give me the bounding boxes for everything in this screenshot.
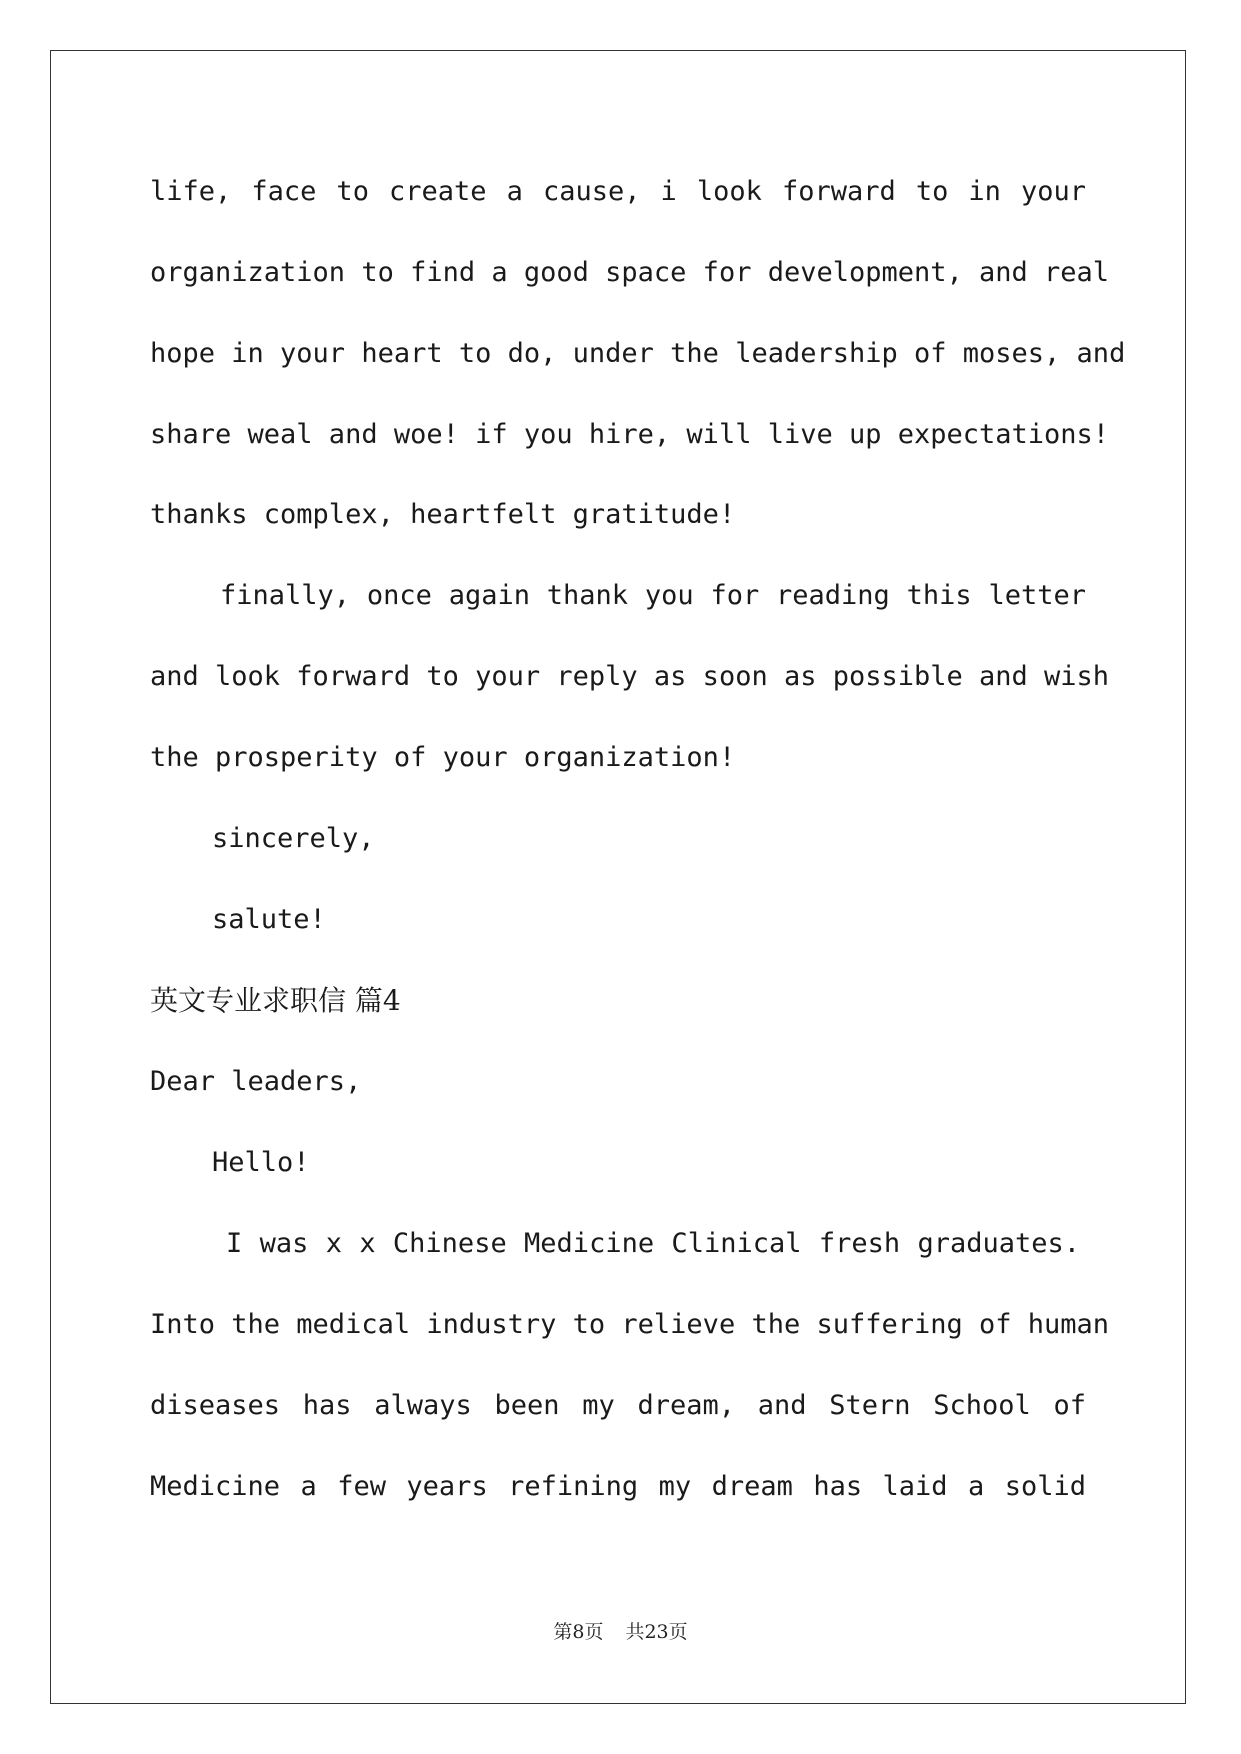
paragraph-line: thanks complex, heartfelt gratitude! [150,499,736,530]
greeting-line: Hello! [212,1147,310,1178]
page-border [50,50,1186,1704]
closing-line: salute! [212,904,326,935]
section-heading: 英文专业求职信 篇4 [150,984,401,1017]
paragraph-line: I was x x Chinese Medicine Clinical fresh graduates. [226,1228,1080,1259]
closing-line: sincerely, [212,823,375,854]
paragraph-line: diseases has always been my dream, and Stern School of [150,1390,1086,1421]
paragraph-line: the prosperity of your organization! [150,742,736,773]
page-footer [0,1618,1241,1646]
paragraph-line: life, face to create a cause, i look forward to in your [150,176,1086,207]
paragraph-line: finally, once again thank you for reading this letter [220,580,1086,611]
paragraph-line: hope in your heart to do, under the leadership of moses, and [150,338,1126,369]
paragraph-line: organization to find a good space for development, and real [150,257,1110,288]
paragraph-line: share weal and woe! if you hire, will live up expectations! [150,419,1110,450]
page-total: 共23页 [625,1621,688,1643]
page-number: 第8页 [553,1621,604,1643]
paragraph-line: Medicine a few years refining my dream has laid a solid [150,1471,1086,1502]
salutation-line: Dear leaders, [150,1066,362,1097]
paragraph-line: Into the medical industry to relieve the suffering of human [150,1309,1110,1340]
paragraph-line: and look forward to your reply as soon as possible and wish [150,661,1110,692]
